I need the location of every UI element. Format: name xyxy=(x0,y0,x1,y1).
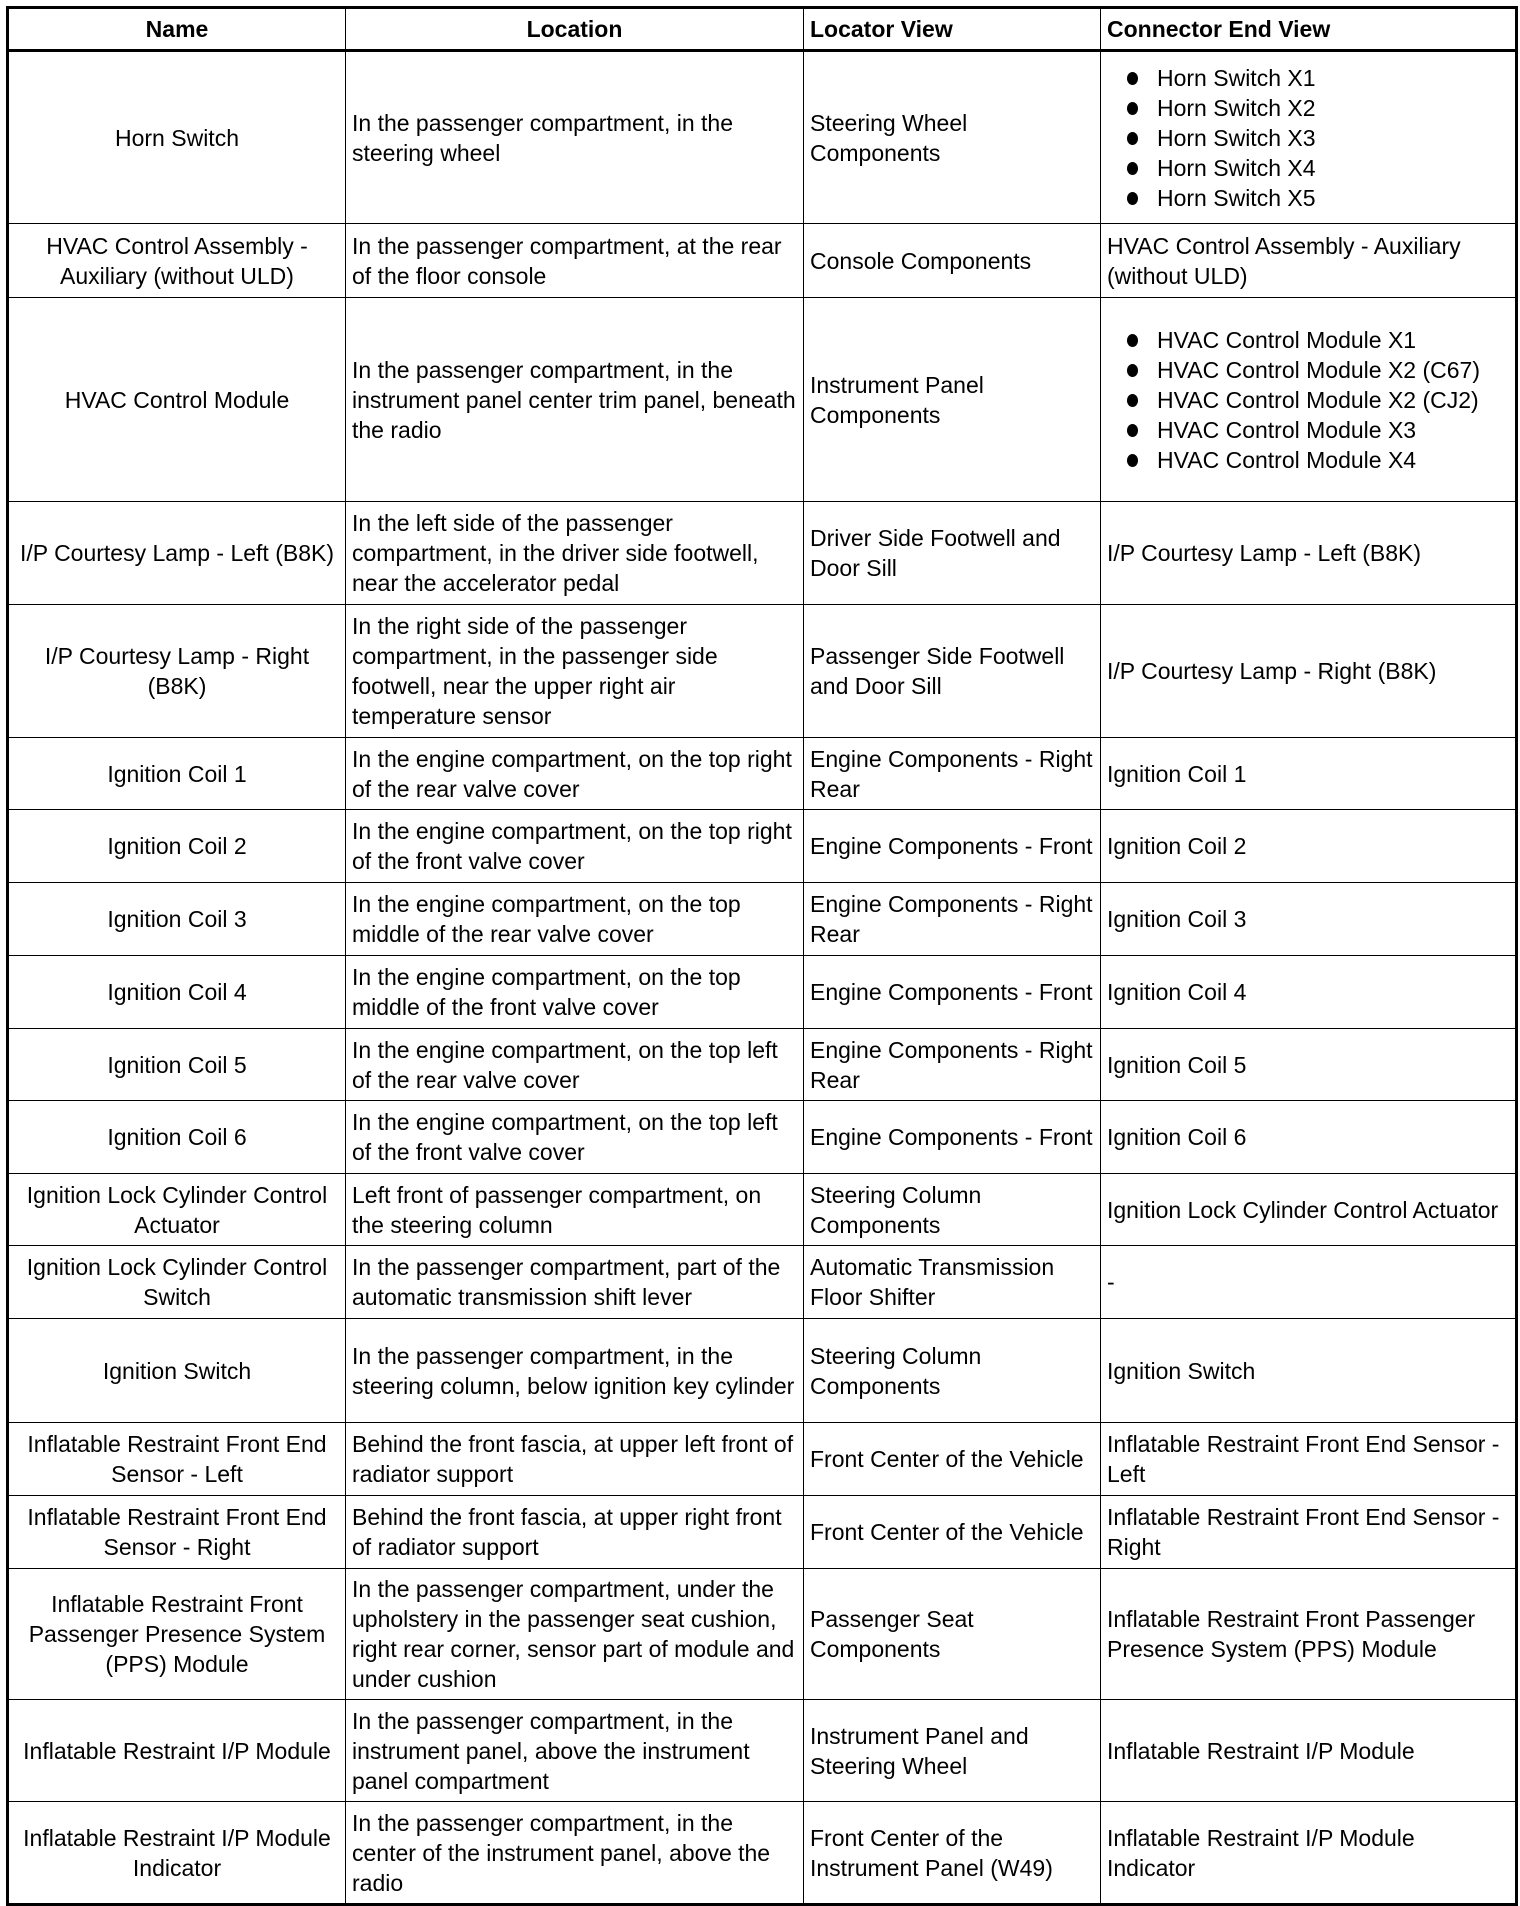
cell-location: In the engine compartment, on the top right of the rear valve cover xyxy=(346,738,804,810)
connector-list xyxy=(1107,325,1509,475)
cell-connector-end-view: HVAC Control Assembly - Auxiliary (without ULD) xyxy=(1101,224,1517,298)
table-row xyxy=(8,1246,1517,1319)
table-row xyxy=(8,738,1517,810)
table-row xyxy=(8,1569,1517,1700)
cell-name: Inflatable Restraint Front End Sensor - Left xyxy=(8,1423,346,1496)
cell-location: In the passenger compartment, in the steering column, below ignition key cylinder xyxy=(346,1319,804,1423)
cell-locator-view: Engine Components - Front xyxy=(804,956,1101,1029)
table-row xyxy=(8,298,1517,502)
cell-location: In the engine compartment, on the top middle of the front valve cover xyxy=(346,956,804,1029)
cell-name: Ignition Coil 5 xyxy=(8,1029,346,1101)
header-row xyxy=(8,8,1517,51)
cell-connector-end-view xyxy=(1101,51,1517,224)
table-row xyxy=(8,810,1517,883)
cell-connector-end-view: Ignition Lock Cylinder Control Actuator xyxy=(1101,1174,1517,1246)
table-row xyxy=(8,1029,1517,1101)
cell-locator-view: Steering Column Components xyxy=(804,1174,1101,1246)
table-row xyxy=(8,605,1517,738)
header-location: Location xyxy=(346,8,804,51)
cell-locator-view: Front Center of the Vehicle xyxy=(804,1496,1101,1569)
cell-location: In the engine compartment, on the top left of the rear valve cover xyxy=(346,1029,804,1101)
cell-connector-end-view: Inflatable Restraint Front End Sensor - Left xyxy=(1101,1423,1517,1496)
table-row xyxy=(8,1802,1517,1905)
cell-name: Ignition Coil 4 xyxy=(8,956,346,1029)
cell-location: In the left side of the passenger compartment, in the driver side footwell, near the accelerator pedal xyxy=(346,502,804,605)
cell-name: HVAC Control Module xyxy=(8,298,346,502)
table-row xyxy=(8,1319,1517,1423)
component-locator-table xyxy=(6,6,1518,1906)
connector-list-item: Horn Switch X1 xyxy=(1127,63,1509,93)
cell-locator-view: Instrument Panel Components xyxy=(804,298,1101,502)
cell-name: Inflatable Restraint I/P Module Indicator xyxy=(8,1802,346,1905)
cell-locator-view: Engine Components - Right Rear xyxy=(804,738,1101,810)
cell-location: In the passenger compartment, in the instrument panel center trim panel, beneath the radio xyxy=(346,298,804,502)
cell-name: Ignition Lock Cylinder Control Actuator xyxy=(8,1174,346,1246)
cell-location: Behind the front fascia, at upper left front of radiator support xyxy=(346,1423,804,1496)
header-name: Name xyxy=(8,8,346,51)
connector-list-item: HVAC Control Module X2 (CJ2) xyxy=(1127,385,1509,415)
cell-connector-end-view: Ignition Coil 1 xyxy=(1101,738,1517,810)
cell-name: I/P Courtesy Lamp - Left (B8K) xyxy=(8,502,346,605)
cell-connector-end-view: Ignition Coil 3 xyxy=(1101,883,1517,956)
cell-location: In the passenger compartment, at the rear of the floor console xyxy=(346,224,804,298)
cell-connector-end-view xyxy=(1101,298,1517,502)
table-row xyxy=(8,883,1517,956)
cell-name: Ignition Coil 1 xyxy=(8,738,346,810)
cell-connector-end-view: Ignition Coil 4 xyxy=(1101,956,1517,1029)
cell-location: In the engine compartment, on the top middle of the rear valve cover xyxy=(346,883,804,956)
cell-locator-view: Automatic Transmission Floor Shifter xyxy=(804,1246,1101,1319)
cell-name: Ignition Lock Cylinder Control Switch xyxy=(8,1246,346,1319)
connector-list-item: Horn Switch X2 xyxy=(1127,93,1509,123)
cell-locator-view: Steering Wheel Components xyxy=(804,51,1101,224)
table-row xyxy=(8,956,1517,1029)
cell-location: Left front of passenger compartment, on the steering column xyxy=(346,1174,804,1246)
connector-list-item: Horn Switch X4 xyxy=(1127,153,1509,183)
table-row xyxy=(8,51,1517,224)
cell-locator-view: Console Components xyxy=(804,224,1101,298)
cell-locator-view: Engine Components - Front xyxy=(804,810,1101,883)
cell-name: Inflatable Restraint Front End Sensor - Right xyxy=(8,1496,346,1569)
cell-connector-end-view: Ignition Coil 2 xyxy=(1101,810,1517,883)
cell-connector-end-view: I/P Courtesy Lamp - Right (B8K) xyxy=(1101,605,1517,738)
cell-location: In the passenger compartment, in the steering wheel xyxy=(346,51,804,224)
cell-location: In the passenger compartment, part of the automatic transmission shift lever xyxy=(346,1246,804,1319)
connector-list xyxy=(1107,63,1509,213)
cell-location: In the right side of the passenger compartment, in the passenger side footwell, near the upper right air temperature sensor xyxy=(346,605,804,738)
cell-locator-view: Front Center of the Vehicle xyxy=(804,1423,1101,1496)
cell-name: I/P Courtesy Lamp - Right (B8K) xyxy=(8,605,346,738)
header-locator-view: Locator View xyxy=(804,8,1101,51)
cell-connector-end-view: Inflatable Restraint I/P Module Indicator xyxy=(1101,1802,1517,1905)
connector-list-item: HVAC Control Module X3 xyxy=(1127,415,1509,445)
cell-location: In the engine compartment, on the top left of the front valve cover xyxy=(346,1101,804,1174)
cell-locator-view: Front Center of the Instrument Panel (W49) xyxy=(804,1802,1101,1905)
cell-connector-end-view: Inflatable Restraint Front Passenger Presence System (PPS) Module xyxy=(1101,1569,1517,1700)
cell-location: In the passenger compartment, under the upholstery in the passenger seat cushion, right rear corner, sensor part of module and under cushion xyxy=(346,1569,804,1700)
connector-list-item: Horn Switch X3 xyxy=(1127,123,1509,153)
cell-name: Ignition Switch xyxy=(8,1319,346,1423)
cell-name: Ignition Coil 3 xyxy=(8,883,346,956)
connector-list-item: HVAC Control Module X2 (C67) xyxy=(1127,355,1509,385)
cell-location: Behind the front fascia, at upper right front of radiator support xyxy=(346,1496,804,1569)
cell-locator-view: Engine Components - Front xyxy=(804,1101,1101,1174)
cell-connector-end-view: - xyxy=(1101,1246,1517,1319)
table-row xyxy=(8,1101,1517,1174)
table-row xyxy=(8,1423,1517,1496)
table-row xyxy=(8,224,1517,298)
connector-list-item: HVAC Control Module X4 xyxy=(1127,445,1509,475)
table-row xyxy=(8,1700,1517,1802)
cell-connector-end-view: Inflatable Restraint I/P Module xyxy=(1101,1700,1517,1802)
header-connector-end-view: Connector End View xyxy=(1101,8,1517,51)
cell-name: Inflatable Restraint I/P Module xyxy=(8,1700,346,1802)
cell-locator-view: Engine Components - Right Rear xyxy=(804,1029,1101,1101)
cell-connector-end-view: Ignition Coil 5 xyxy=(1101,1029,1517,1101)
cell-connector-end-view: Inflatable Restraint Front End Sensor - Right xyxy=(1101,1496,1517,1569)
cell-locator-view: Instrument Panel and Steering Wheel xyxy=(804,1700,1101,1802)
cell-location: In the passenger compartment, in the instrument panel, above the instrument panel compartment xyxy=(346,1700,804,1802)
cell-name: Ignition Coil 6 xyxy=(8,1101,346,1174)
cell-name: Ignition Coil 2 xyxy=(8,810,346,883)
cell-name: HVAC Control Assembly - Auxiliary (without ULD) xyxy=(8,224,346,298)
cell-location: In the engine compartment, on the top right of the front valve cover xyxy=(346,810,804,883)
connector-list-item: Horn Switch X5 xyxy=(1127,183,1509,213)
cell-locator-view: Steering Column Components xyxy=(804,1319,1101,1423)
cell-locator-view: Engine Components - Right Rear xyxy=(804,883,1101,956)
cell-connector-end-view: Ignition Switch xyxy=(1101,1319,1517,1423)
cell-connector-end-view: I/P Courtesy Lamp - Left (B8K) xyxy=(1101,502,1517,605)
table-row xyxy=(8,1496,1517,1569)
cell-location: In the passenger compartment, in the center of the instrument panel, above the radio xyxy=(346,1802,804,1905)
cell-locator-view: Passenger Side Footwell and Door Sill xyxy=(804,605,1101,738)
table-row xyxy=(8,502,1517,605)
cell-connector-end-view: Ignition Coil 6 xyxy=(1101,1101,1517,1174)
table-row xyxy=(8,1174,1517,1246)
cell-locator-view: Passenger Seat Components xyxy=(804,1569,1101,1700)
cell-locator-view: Driver Side Footwell and Door Sill xyxy=(804,502,1101,605)
cell-name: Horn Switch xyxy=(8,51,346,224)
connector-list-item: HVAC Control Module X1 xyxy=(1127,325,1509,355)
cell-name: Inflatable Restraint Front Passenger Presence System (PPS) Module xyxy=(8,1569,346,1700)
